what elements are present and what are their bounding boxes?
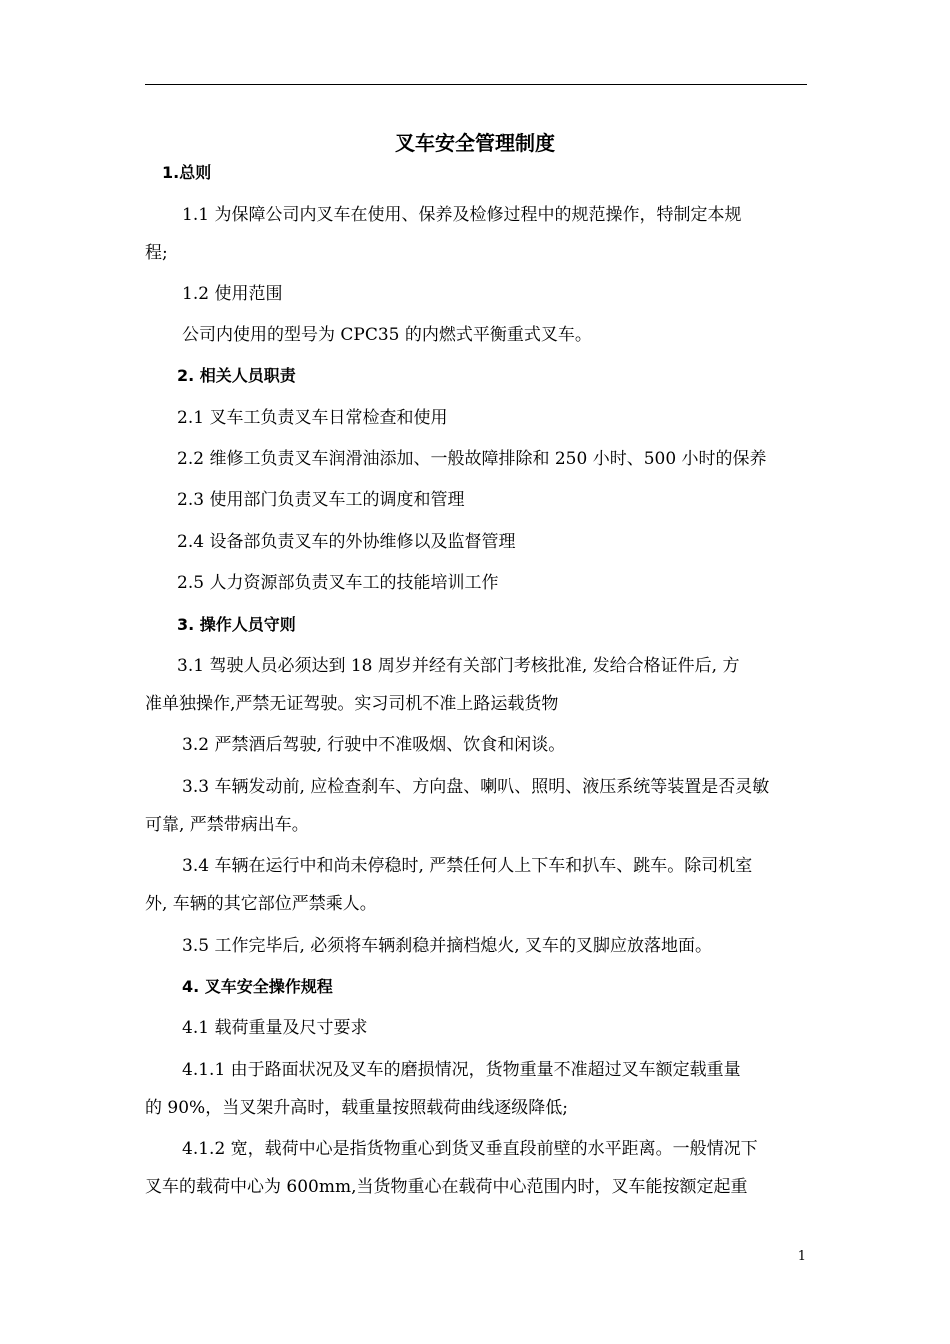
paragraph-line: 2.2 维修工负责叉车润滑油添加、一般故障排除和 250 小时、500 小时的保养 (177, 449, 767, 469)
paragraph-line: 3.3 车辆发动前, 应检查刹车、方向盘、喇叭、照明、液压系统等装置是否灵敏 (182, 777, 770, 797)
paragraph-line: 4.1.1 由于路面状况及叉车的磨损情况，货物重量不准超过叉车额定载重量 (182, 1060, 741, 1080)
page-number: 1 (797, 1249, 806, 1264)
paragraph-line: 3.1 驾驶人员必须达到 18 周岁并经有关部门考核批准, 发给合格证件后, 方 (177, 656, 740, 676)
paragraph-line: 2.1 叉车工负责叉车日常检查和使用 (177, 408, 448, 428)
paragraph-line: 3.5 工作完毕后, 必须将车辆刹稳并摘档熄火, 叉车的叉脚应放落地面。 (182, 936, 713, 956)
paragraph-line: 4.1 载荷重量及尺寸要求 (182, 1018, 368, 1038)
paragraph-line: 公司内使用的型号为 CPC35 的内燃式平衡重式叉车。 (182, 325, 592, 345)
paragraph-line: 3.4 车辆在运行中和尚未停稳时, 严禁任何人上下车和扒车、跳车。除司机室 (182, 856, 753, 876)
paragraph-line: 可靠, 严禁带病出车。 (145, 815, 309, 835)
paragraph-line: 4.1.2 宽，载荷中心是指货物重心到货叉垂直段前壁的水平距离。一般情况下 (182, 1139, 758, 1159)
heading-general: 1.总则 (162, 163, 212, 182)
paragraph-line: 准单独操作,严禁无证驾驶。实习司机不准上路运载货物 (145, 694, 559, 714)
paragraph-line: 1.1 为保障公司内叉车在使用、保养及检修过程中的规范操作，特制定本规 (182, 205, 742, 225)
paragraph-line: 程; (145, 243, 168, 263)
header-rule (145, 84, 807, 85)
paragraph-line: 1.2 使用范围 (182, 284, 283, 304)
paragraph-line: 叉车的载荷中心为 600mm,当货物重心在载荷中心范围内时，叉车能按额定起重 (145, 1177, 748, 1197)
paragraph-line: 2.4 设备部负责叉车的外协维修以及监督管理 (177, 532, 516, 552)
paragraph-line: 3.2 严禁酒后驾驶, 行驶中不准吸烟、饮食和闲谈。 (182, 735, 566, 755)
paragraph-line: 2.3 使用部门负责叉车工的调度和管理 (177, 490, 465, 510)
paragraph-line: 的 90%，当叉架升高时，载重量按照载荷曲线逐级降低; (145, 1098, 568, 1118)
paragraph-line: 外, 车辆的其它部位严禁乘人。 (145, 894, 377, 914)
heading-operator-rules: 3. 操作人员守则 (177, 615, 296, 634)
document-title: 叉车安全管理制度 (395, 131, 555, 155)
paragraph-line: 2.5 人力资源部负责叉车工的技能培训工作 (177, 573, 499, 593)
heading-responsibilities: 2. 相关人员职责 (177, 366, 296, 385)
heading-operating-procedures: 4. 叉车安全操作规程 (182, 977, 333, 996)
